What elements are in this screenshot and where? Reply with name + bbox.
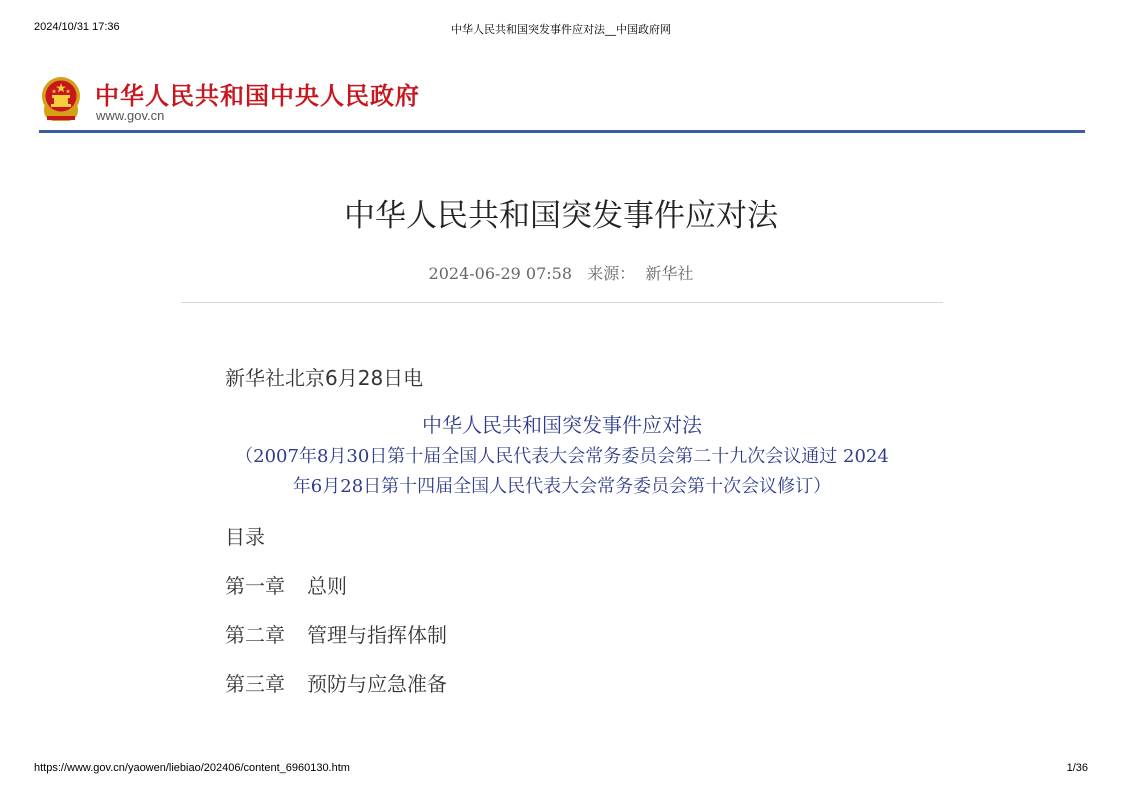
site-name[interactable]: 中华人民共和国中央人民政府	[95, 82, 420, 110]
print-page-number: 1/36	[1066, 762, 1088, 774]
law-note-line-1: （2007年8月30日第十届全国人民代表大会常务委员会第二十九次会议通过 2024	[235, 446, 889, 467]
print-page-title: 中华人民共和国突发事件应对法__中国政府网	[451, 23, 671, 36]
toc-heading: 目录	[225, 525, 265, 549]
national-emblem-icon	[39, 74, 83, 124]
article-dateline: 新华社北京6月28日电	[225, 366, 424, 390]
toc-chapter-name: 预防与应急准备	[307, 672, 447, 696]
site-header	[39, 74, 1085, 134]
law-title: 中华人民共和国突发事件应对法	[422, 413, 702, 437]
toc-item[interactable]	[225, 619, 447, 648]
article-title: 中华人民共和国突发事件应对法	[344, 198, 778, 234]
meta-divider	[181, 302, 943, 303]
law-note-line-2: 年6月28日第十四届全国人民代表大会常务委员会第十次会议修订）	[292, 476, 832, 497]
article-meta: 2024-06-29 07:58 来源： 新华社	[428, 264, 694, 283]
toc-chapter-name: 管理与指挥体制	[307, 623, 447, 647]
print-url: https://www.gov.cn/yaowen/liebiao/202406/content_6960130.htm	[34, 762, 350, 774]
site-domain[interactable]: www.gov.cn	[96, 108, 165, 123]
toc-item[interactable]	[225, 668, 447, 697]
header-divider	[39, 130, 1085, 133]
toc-chapter: 第一章	[225, 574, 285, 598]
print-datetime: 2024/10/31 17:36	[34, 21, 120, 33]
toc-chapter: 第三章	[225, 672, 285, 696]
toc-chapter-name: 总则	[307, 574, 347, 598]
toc-chapter: 第二章	[225, 623, 285, 647]
toc-item[interactable]	[225, 570, 347, 599]
